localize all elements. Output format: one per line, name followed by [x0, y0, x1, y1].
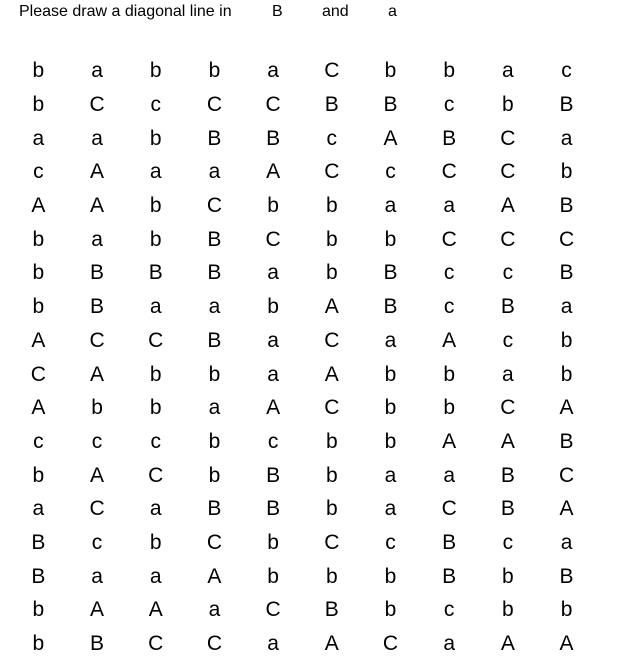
grid-row [9, 256, 596, 290]
letter-cell[interactable]: b [384, 564, 397, 588]
letter-cell[interactable]: b [325, 261, 338, 285]
grid-row [9, 54, 596, 88]
letter-cell[interactable]: A [31, 396, 46, 420]
letter-cell[interactable]: B [207, 328, 222, 352]
letter-cell[interactable]: a [560, 295, 573, 319]
letter-cell[interactable]: B [559, 564, 574, 588]
letter-cell[interactable]: c [443, 93, 455, 117]
letter-cell[interactable]: C [148, 328, 164, 352]
letter-cell[interactable]: b [384, 59, 397, 83]
letter-cell[interactable]: c [326, 126, 338, 150]
grid-row [9, 526, 596, 560]
grid-row [9, 324, 596, 358]
letter-cell[interactable]: B [90, 632, 105, 656]
letter-cell[interactable]: B [31, 530, 46, 554]
letter-cell[interactable]: a [384, 497, 397, 521]
letter-cell[interactable]: b [502, 93, 514, 117]
letter-cell[interactable]: B [207, 126, 222, 150]
letter-cell[interactable]: a [443, 194, 455, 218]
letter-cell[interactable]: a [208, 396, 221, 420]
letter-cell[interactable]: b [384, 598, 397, 622]
letter-cell[interactable]: C [206, 194, 222, 218]
letter-cell[interactable]: b [32, 59, 45, 83]
letter-cell[interactable]: a [384, 194, 397, 218]
letter-cell[interactable]: B [442, 126, 457, 150]
letter-cell[interactable]: C [324, 530, 340, 554]
letter-cell[interactable]: a [267, 59, 279, 83]
letter-cell[interactable]: C [500, 227, 516, 251]
letter-cell[interactable]: a [208, 160, 221, 184]
letter-cell[interactable]: b [267, 295, 279, 319]
letter-cell[interactable]: a [267, 362, 279, 386]
letter-cell[interactable]: B [266, 497, 281, 521]
letter-cell[interactable]: c [385, 530, 396, 554]
letter-cell[interactable]: A [442, 429, 457, 453]
letter-cell[interactable]: a [443, 463, 455, 487]
letter-cell[interactable]: C [324, 59, 340, 83]
letter-cell[interactable]: b [267, 564, 279, 588]
letter-cell[interactable]: B [266, 463, 281, 487]
letter-cell[interactable]: B [383, 295, 398, 319]
letter-cell[interactable]: a [443, 632, 455, 656]
letter-cell[interactable]: c [385, 160, 396, 184]
letter-cell[interactable]: B [559, 194, 574, 218]
letter-cell[interactable]: b [502, 564, 514, 588]
letter-cell[interactable]: c [267, 429, 279, 453]
letter-cell[interactable]: A [207, 564, 222, 588]
letter-cell[interactable]: A [500, 632, 515, 656]
letter-cell[interactable]: A [90, 362, 105, 386]
grid-row [9, 593, 596, 627]
letter-cell[interactable]: B [207, 227, 222, 251]
letter-cell[interactable]: B [383, 261, 398, 285]
letter-cell[interactable]: b [91, 396, 103, 420]
letter-cell[interactable]: b [208, 362, 221, 386]
letter-cell[interactable]: C [89, 497, 105, 521]
letter-cell[interactable]: a [208, 598, 221, 622]
letter-cell[interactable]: b [149, 530, 162, 554]
letter-cell[interactable]: b [149, 59, 162, 83]
letter-cell[interactable]: A [559, 396, 574, 420]
letter-cell[interactable]: B [207, 261, 222, 285]
letter-cell[interactable]: C [441, 497, 457, 521]
letter-cell[interactable]: b [560, 598, 573, 622]
letter-cell[interactable]: a [32, 497, 45, 521]
instruction-bar [0, 0, 631, 30]
letter-cell[interactable]: c [33, 429, 44, 453]
letter-cell[interactable]: B [148, 261, 163, 285]
letter-cell[interactable]: B [31, 564, 46, 588]
letter-cell[interactable]: b [32, 295, 45, 319]
letter-cell[interactable]: b [384, 396, 397, 420]
letter-cell[interactable]: C [89, 328, 105, 352]
letter-cell[interactable]: B [442, 564, 457, 588]
letter-cell[interactable]: C [324, 396, 340, 420]
letter-cell[interactable]: a [91, 59, 103, 83]
letter-cell[interactable]: c [502, 261, 514, 285]
letter-cell[interactable]: C [441, 227, 457, 251]
letter-cell[interactable]: b [502, 598, 514, 622]
letter-cell[interactable]: b [560, 328, 573, 352]
letter-cell[interactable]: A [324, 632, 339, 656]
letter-cell[interactable]: C [30, 362, 46, 386]
letter-cell[interactable]: a [32, 126, 45, 150]
letter-cell[interactable]: B [90, 261, 105, 285]
letter-cell[interactable]: c [33, 160, 44, 184]
letter-cell[interactable]: c [443, 598, 455, 622]
letter-cell[interactable]: B [266, 126, 281, 150]
letter-cell[interactable]: A [500, 429, 515, 453]
letter-cell[interactable]: b [149, 126, 162, 150]
letter-cell[interactable]: a [91, 126, 103, 150]
letter-cell[interactable]: A [90, 598, 105, 622]
grid-row [9, 492, 596, 526]
letter-cell[interactable]: b [32, 632, 45, 656]
letter-cell[interactable]: B [559, 93, 574, 117]
letter-cell[interactable]: C [89, 93, 105, 117]
letter-cell[interactable]: b [208, 463, 221, 487]
instruction-text: Please draw a diagonal line in [19, 3, 232, 20]
letter-cell[interactable]: b [384, 429, 397, 453]
letter-cell[interactable]: A [442, 328, 457, 352]
letter-cell[interactable]: C [500, 160, 516, 184]
letter-cell[interactable]: c [150, 429, 161, 453]
letter-cell[interactable]: b [149, 362, 162, 386]
letter-cell[interactable]: a [560, 530, 573, 554]
letter-cell[interactable]: a [384, 328, 397, 352]
letter-cell[interactable]: C [500, 126, 516, 150]
letter-cell[interactable]: b [443, 396, 455, 420]
letter-cell[interactable]: c [502, 530, 514, 554]
instruction-target-letter-2: a [388, 3, 397, 20]
letter-cell[interactable]: C [206, 632, 222, 656]
grid-row [9, 189, 596, 223]
letter-cell[interactable]: a [267, 261, 279, 285]
grid-row [9, 121, 596, 155]
letter-cell[interactable]: B [383, 93, 398, 117]
letter-cell[interactable]: C [148, 463, 164, 487]
letter-cell[interactable]: b [32, 463, 45, 487]
letter-cell[interactable]: c [443, 295, 455, 319]
letter-cell[interactable]: b [384, 227, 397, 251]
letter-cell[interactable]: A [266, 396, 281, 420]
letter-cell[interactable]: A [90, 160, 105, 184]
letter-cell[interactable]: c [561, 59, 572, 83]
letter-cell[interactable]: c [91, 530, 103, 554]
instruction-conjunction: and [322, 3, 349, 20]
letter-cell[interactable]: B [324, 93, 339, 117]
letter-cell[interactable]: C [265, 93, 281, 117]
letter-cell[interactable]: C [441, 160, 457, 184]
letter-cell[interactable]: A [324, 362, 339, 386]
letter-cell[interactable]: C [558, 227, 575, 251]
letter-grid[interactable] [9, 54, 596, 660]
letter-cell[interactable]: C [558, 463, 575, 487]
letter-cell[interactable]: a [502, 362, 514, 386]
letter-cell[interactable]: a [91, 564, 103, 588]
instruction-target-letter-1: B [272, 3, 283, 20]
letter-cell[interactable]: b [325, 227, 338, 251]
letter-cell[interactable]: a [208, 295, 221, 319]
letter-cell[interactable]: a [149, 295, 162, 319]
letter-cell[interactable]: A [266, 160, 281, 184]
letter-cell[interactable]: B [500, 463, 515, 487]
letter-cell[interactable]: B [500, 295, 515, 319]
grid-row [9, 222, 596, 256]
letter-cell[interactable]: B [559, 261, 574, 285]
letter-cell[interactable]: c [91, 429, 103, 453]
grid-row [9, 627, 596, 660]
letter-cell[interactable]: b [32, 93, 45, 117]
letter-cell[interactable]: A [383, 126, 398, 150]
grid-row [9, 559, 596, 593]
letter-cell[interactable]: A [324, 295, 339, 319]
letter-cell[interactable]: A [559, 632, 574, 656]
letter-cell[interactable]: b [32, 227, 45, 251]
grid-row [9, 357, 596, 391]
letter-cell[interactable]: C [265, 227, 281, 251]
letter-cell[interactable]: b [325, 429, 338, 453]
letter-cell[interactable]: b [384, 362, 397, 386]
letter-cell[interactable]: b [560, 362, 573, 386]
letter-cell[interactable]: b [325, 463, 338, 487]
letter-cell[interactable]: b [32, 261, 45, 285]
letter-cell[interactable]: a [149, 497, 162, 521]
letter-cell[interactable]: C [324, 160, 340, 184]
grid-row [9, 155, 596, 189]
letter-cell[interactable]: C [382, 632, 399, 656]
letter-cell[interactable]: c [150, 93, 161, 117]
letter-cell[interactable]: b [149, 194, 162, 218]
letter-cell[interactable]: a [149, 160, 162, 184]
letter-cell[interactable]: a [267, 328, 279, 352]
letter-cell[interactable]: B [207, 497, 222, 521]
letter-cell[interactable]: c [502, 328, 514, 352]
grid-row [9, 88, 596, 122]
letter-cell[interactable]: b [560, 160, 573, 184]
letter-cell[interactable]: b [208, 429, 221, 453]
letter-cell[interactable]: B [559, 429, 574, 453]
letter-cell[interactable]: C [500, 396, 516, 420]
letter-cell[interactable]: a [502, 59, 514, 83]
letter-cell[interactable]: a [384, 463, 397, 487]
letter-cell[interactable]: A [500, 194, 515, 218]
grid-row [9, 458, 596, 492]
letter-cell[interactable]: a [560, 126, 573, 150]
letter-cell[interactable]: B [324, 598, 339, 622]
letter-cell[interactable]: b [32, 598, 45, 622]
letter-cell[interactable]: A [31, 328, 46, 352]
letter-cell[interactable]: b [325, 194, 338, 218]
letter-cell[interactable]: C [206, 93, 222, 117]
letter-cell[interactable]: a [267, 632, 279, 656]
letter-cell[interactable]: A [90, 463, 105, 487]
letter-cell[interactable]: c [443, 261, 455, 285]
letter-cell[interactable]: C [148, 632, 164, 656]
letter-cell[interactable]: B [442, 530, 457, 554]
letter-cell[interactable]: a [91, 227, 103, 251]
letter-cell[interactable]: C [265, 598, 281, 622]
letter-cell[interactable]: a [149, 564, 162, 588]
letter-cell[interactable]: b [149, 227, 162, 251]
letter-cell[interactable]: B [90, 295, 105, 319]
letter-cell[interactable]: A [559, 497, 574, 521]
letter-cell[interactable]: b [325, 497, 338, 521]
grid-row [9, 290, 596, 324]
letter-cell[interactable]: b [149, 396, 162, 420]
letter-cell[interactable]: A [31, 194, 46, 218]
letter-cell[interactable]: B [500, 497, 515, 521]
letter-cell[interactable]: A [148, 598, 163, 622]
letter-cell[interactable]: A [90, 194, 105, 218]
letter-cell[interactable]: b [267, 530, 279, 554]
letter-cell[interactable]: b [443, 362, 455, 386]
letter-cell[interactable]: b [443, 59, 455, 83]
grid-row [9, 425, 596, 459]
letter-cell[interactable]: b [325, 564, 338, 588]
letter-cell[interactable]: C [324, 328, 340, 352]
letter-cell[interactable]: C [206, 530, 222, 554]
letter-cell[interactable]: b [267, 194, 279, 218]
grid-row [9, 391, 596, 425]
letter-cell[interactable]: b [208, 59, 221, 83]
